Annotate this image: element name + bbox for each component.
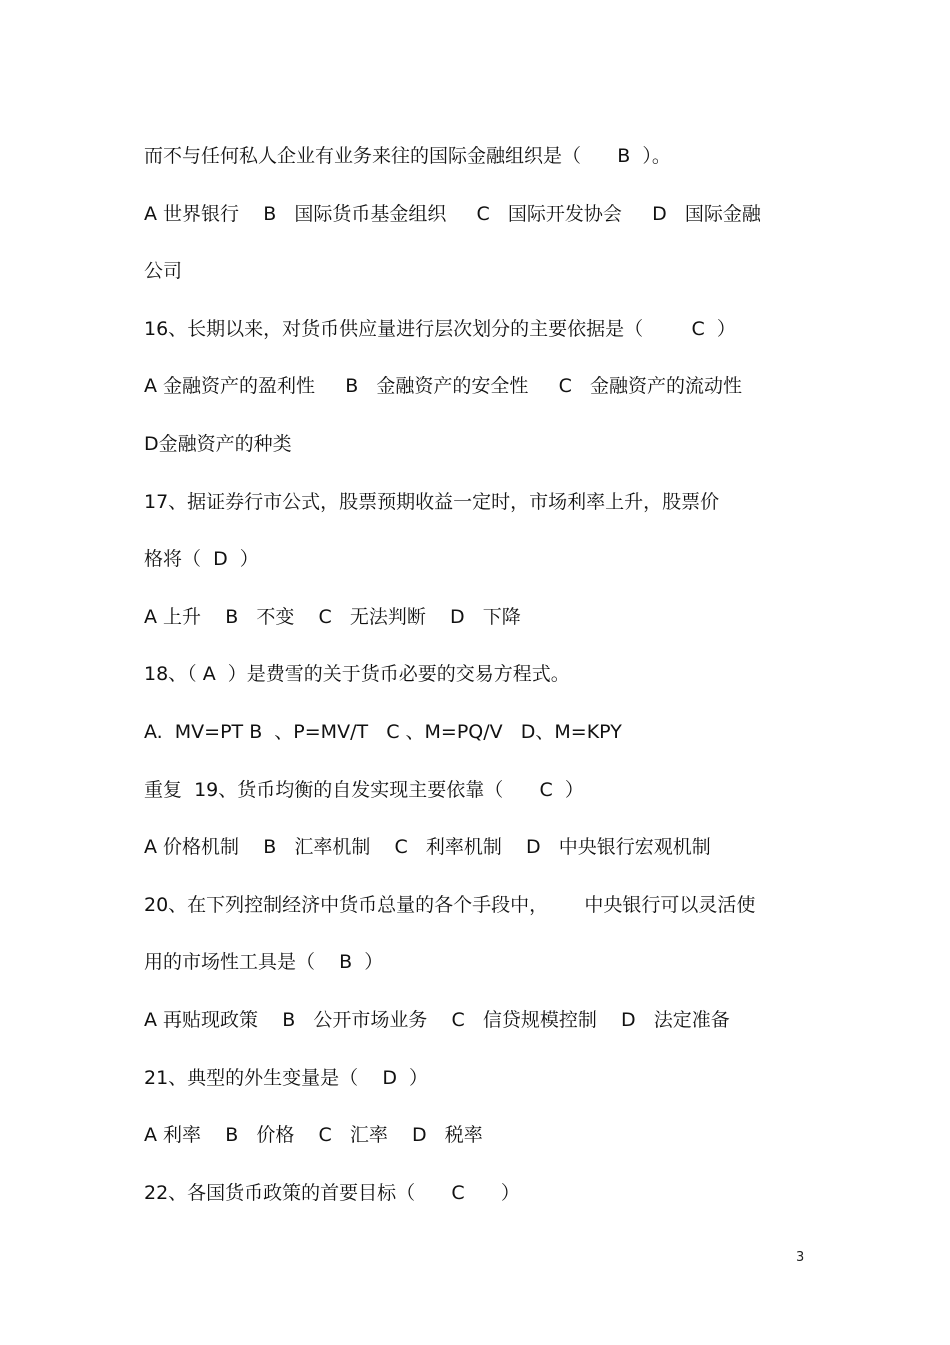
text-line: A 价格机制 B 汇率机制 C 利率机制 D 中央银行宏观机制: [144, 836, 711, 859]
page-number: 3: [796, 1250, 805, 1265]
text-line: 而不与任何私人企业有业务来往的国际金融组织是（ B ）。: [144, 145, 671, 167]
text-line: 18、（ A ）是费雪的关于货币必要的交易方程式。: [144, 663, 570, 686]
question-text: [144, 136, 824, 1230]
text-line: D金融资产的种类: [144, 432, 292, 455]
text-line: A 利率 B 价格 C 汇率 D 税率: [144, 1124, 483, 1147]
text-line: A 上升 B 不变 C 无法判断 D 下降: [144, 605, 521, 628]
text-line: A. MV=PT B 、P=MV/T C 、M=PQ/V D、M=KPY: [144, 720, 622, 743]
text-line: 22、各国货币政策的首要目标（ C ）: [144, 1181, 520, 1204]
text-line: 格将（ D ）: [144, 548, 259, 571]
text-line: 16、长期以来，对货币供应量进行层次划分的主要依据是（ C ）: [144, 317, 736, 340]
text-line: 20、在下列控制经济中货币总量的各个手段中， 中央银行可以灵活使: [144, 893, 756, 916]
text-line: A 再贴现政策 B 公开市场业务 C 信贷规模控制 D 法定准备: [144, 1008, 730, 1031]
text-line: 用的市场性工具是（ B ）: [144, 951, 384, 974]
text-line: A 金融资产的盈利性 B 金融资产的安全性 C 金融资产的流动性: [144, 375, 742, 398]
text-line: 21、典型的外生变量是（ D ）: [144, 1066, 429, 1089]
text-line: 公司: [144, 260, 183, 283]
text-line: 17、据证券行市公式，股票预期收益一定时，市场利率上升，股票价: [144, 490, 720, 513]
text-line: 重复 19、货币均衡的自发实现主要依靠（ C ）: [144, 778, 584, 801]
text-line: A 世界银行 B 国际货币基金组织 C 国际开发协会 D 国际金融: [144, 202, 761, 225]
